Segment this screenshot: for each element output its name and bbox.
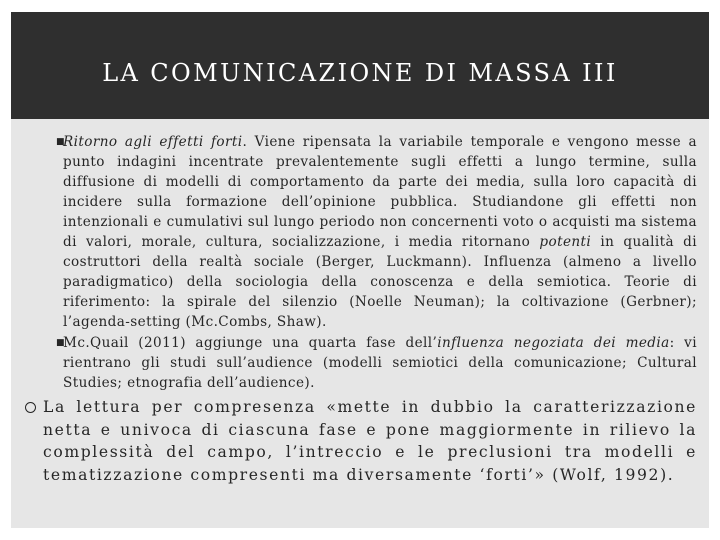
bullet-1-part-1: Ritorno agli effetti forti — [63, 134, 243, 150]
sub-bullet-2 — [25, 333, 697, 393]
main-bullet-text: La lettura per compresenza «mette in dubbio la caratterizzazione netta e univoca di ciascuna fase e pone maggiormente in rilievo la complessità del campo, l’intreccio e le preclusioni tra modelli e tematizzazione compresenti ma diversamente ‘forti’» (Wolf, 1992). — [43, 398, 697, 484]
bullet-2-part-1: Mc.Quail (2011) aggiunge una quarta fase dell’ — [63, 335, 438, 351]
main-bullet — [25, 396, 697, 486]
square-bullet-icon: ■ — [56, 338, 65, 348]
bullet-2-part-3: : vi rientrano gli studi sull’audience (modelli semiotici della comunicazione; Cultural Studies; etnografia dell’audience). — [63, 335, 698, 391]
sub-bullet-1 — [25, 132, 697, 332]
slide-content — [25, 132, 697, 486]
slide-title: LA COMUNICAZIONE DI MASSA III — [102, 59, 618, 87]
slide — [11, 12, 709, 528]
bullet-1-part-2: . Viene ripensata la variabile temporale e vengono messe a punto indagini incentrate prevalentemente sugli effetti a lungo termine, sulla diffusione di modelli di comportamento da parte dei media, sulla loro capacità di incidere sulla formazione dell’opinione pubblica. Studiandone gli effetti non intenzionali e cumulativi sul lungo periodo non concernenti voto o acquisti ma sistema di valori, morale, cultura, socializzazione, i media ritornano — [63, 134, 698, 250]
bullet-2-part-2: influenza negoziata dei media — [437, 335, 670, 351]
bullet-1-part-3: potenti — [539, 234, 592, 250]
title-bar — [11, 12, 709, 119]
bullet-1-part-4: in qualità di costruttori della realtà sociale (Berger, Luckmann). Influenza (almeno a livello paradigmatico) della sociologia della conoscenza e della semiotica. Teorie di riferimento: la spirale del silenzio (Noelle Neuman); la coltivazione (Gerbner); l’agenda-setting (Mc.Combs, Shaw). — [63, 234, 698, 330]
ring-bullet-icon — [25, 402, 36, 413]
square-bullet-icon: ■ — [56, 137, 65, 147]
